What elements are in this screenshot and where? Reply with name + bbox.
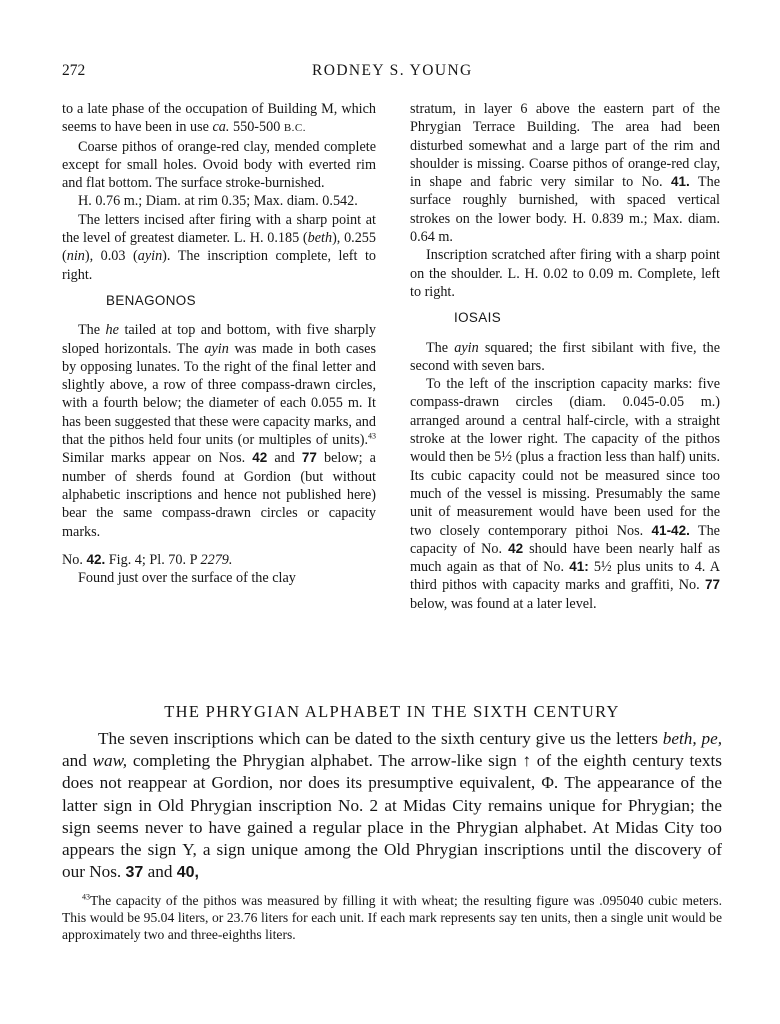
inscription-label: BENAGONOS bbox=[106, 292, 196, 308]
page-number: 272 bbox=[62, 62, 86, 79]
paragraph: The ayin squared; the first sibilant with five, the second with seven bars. bbox=[410, 339, 721, 374]
paragraph: The he tailed at top and bottom, with five sharply sloped horizontals. The ayin was made in both cases by opposing lunates. To the right of the final letter and slightly above, a row of three compass-drawn circles, with a fourth below; the diameter of each 0.055 m. It has been suggested that these were capacity marks, and that the pithos held four units (or multiples of units).$^{43}$ Similar marks appear on Nos. 42 and 77 below; a number of sherds found at Gordion (but without alphabetic inscriptions and hence not published here) bear the same compass-drawn circles or capacity marks. bbox=[62, 322, 376, 540]
paragraph: to a late phase of the occupation of Building M, which seems to have been in use ca. 550-500 B.C. bbox=[62, 101, 376, 136]
paragraph: H. 0.76 m.; Diam. at rim 0.35; Max. diam. 0.542. bbox=[78, 193, 358, 210]
paragraph: The letters incised after firing with a sharp point at the level of greatest diameter. L. H. 0.185 (beth), 0.255 (nin), 0.03 (ayin). The inscription complete, left to right. bbox=[62, 211, 376, 283]
paragraph: Coarse pithos of orange-red clay, mended complete except for small holes. Ovoid body with everted rim and flat bottom. The surface stroke-burnished. bbox=[62, 138, 376, 192]
left-column bbox=[62, 100, 376, 587]
section-body: The seven inscriptions which can be dated to the sixth century give us the letters beth, pe, and waw, completing the Phrygian alphabet. The arrow-like sign ↑ of the eighth century texts does not reappear at Gordion, nor does its presumptive equivalent, Φ. The appearance of the latter sign in Old Phrygian inscription No. 2 at Midas City remains unique for Phrygian; the sign seems never to have gained a regular place in the Phrygian alphabet. At Midas City too appears the sign Υ, a sign unique among the Old Phrygian inscriptions until the discovery of our Nos. 37 and 40, bbox=[62, 729, 723, 882]
catalog-entry: No. 42. Fig. 4; Pl. 70. P 2279. bbox=[62, 551, 233, 568]
footnote: $^{43}$The capacity of the pithos was measured by filling it with wheat; the resulting figure was .095040 cubic meters. This would be 95.04 liters, or 23.76 liters for each unit. If each mark represents say ten units, then a single unit would be approximately two and three-eighths liters. bbox=[62, 892, 722, 942]
paragraph: Found just over the surface of the clay bbox=[78, 570, 296, 587]
section-title: THE PHRYGIAN ALPHABET IN THE SIXTH CENTURY bbox=[164, 702, 620, 721]
page-header bbox=[62, 62, 722, 84]
right-column bbox=[410, 100, 720, 613]
inscription-label: IOSAIS bbox=[454, 310, 502, 326]
footnote-mark: 43 bbox=[82, 892, 90, 902]
footnote-reference: 43 bbox=[368, 431, 376, 441]
paragraph: stratum, in layer 6 above the eastern part of the Phrygian Terrace Building. The area had been disturbed somewhat and a large part of the rim and shoulder is missing. Coarse pithos of orange-red clay, in shape and fabric very similar to No. 41. The surface roughly burnished, with spaced vertical strokes on the lower body. H. 0.839 m.; Max. diam. 0.64 m. bbox=[410, 101, 720, 246]
paragraph: To the left of the inscription capacity marks: five compass-drawn circles (diam. 0.045-0.05 m.) arranged around a central half-circle, with a straight stroke at the lower right. The capacity of the pithos would then be 5½ (plus a fraction less than half) units. Its cubic capacity could not be measured since too much of the vessel is missing. Presumably the same unit of measurement would have been used for the two closely contemporary pithoi Nos. 41-42. The capacity of No. 42 should have been nearly half as much again as that of No. 41: 5½ plus units to 4. A third pithos with capacity marks and graffiti, No. 77 below, was found at a later level. bbox=[410, 376, 720, 612]
running-head: RODNEY S. YOUNG bbox=[312, 62, 473, 79]
paragraph: Inscription scratched after firing with a sharp point on the shoulder. L. H. 0.02 to 0.09 m. Complete, left to right. bbox=[410, 247, 720, 300]
